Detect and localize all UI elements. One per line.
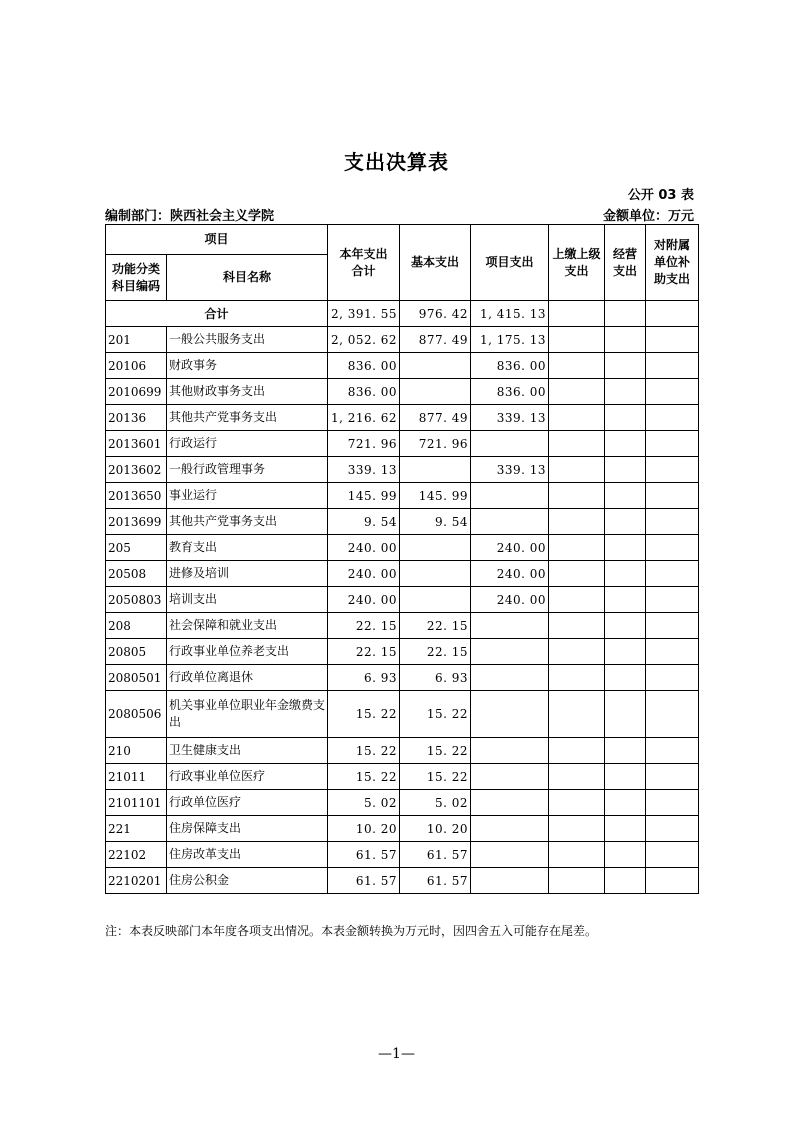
table-row <box>106 431 699 457</box>
row-name: 住房公积金 <box>167 868 328 894</box>
row-business <box>605 327 646 353</box>
row-basic <box>400 457 471 483</box>
row-upper <box>549 691 605 738</box>
header-basic: 基本支出 <box>400 225 471 301</box>
total-amount: 2, 391. 55 <box>328 301 400 327</box>
row-code: 20805 <box>106 639 167 665</box>
expenditure-table <box>105 224 699 894</box>
department-label: 编制部门：陕西社会主义学院 <box>105 209 275 224</box>
row-total: 61. 57 <box>328 842 400 868</box>
row-basic: 5. 02 <box>400 790 471 816</box>
row-total: 836. 00 <box>328 379 400 405</box>
row-upper <box>549 842 605 868</box>
row-name: 社会保障和就业支出 <box>167 613 328 639</box>
row-total: 240. 00 <box>328 535 400 561</box>
row-total: 145. 99 <box>328 483 400 509</box>
row-upper <box>549 665 605 691</box>
row-basic: 6. 93 <box>400 665 471 691</box>
row-code: 2210201 <box>106 868 167 894</box>
total-label: 合计 <box>106 301 328 327</box>
header-total: 本年支出合计 <box>328 225 400 301</box>
form-number: 公开 03 表 <box>627 188 694 203</box>
row-business <box>605 379 646 405</box>
row-subsidy <box>646 587 699 613</box>
row-project: 836. 00 <box>471 379 549 405</box>
header-item: 项目 <box>106 225 328 255</box>
row-basic: 15. 22 <box>400 764 471 790</box>
header-subsidy: 对附属单位补助支出 <box>646 225 699 301</box>
row-business <box>605 535 646 561</box>
row-name: 卫生健康支出 <box>167 738 328 764</box>
row-name: 教育支出 <box>167 535 328 561</box>
row-code: 2013602 <box>106 457 167 483</box>
table-row <box>106 379 699 405</box>
table-row <box>106 509 699 535</box>
row-project <box>471 842 549 868</box>
row-project <box>471 639 549 665</box>
row-name: 行政事业单位养老支出 <box>167 639 328 665</box>
header-business: 经营支出 <box>605 225 646 301</box>
total-upper <box>549 301 605 327</box>
row-upper <box>549 587 605 613</box>
row-upper <box>549 431 605 457</box>
row-business <box>605 790 646 816</box>
row-name: 进修及培训 <box>167 561 328 587</box>
row-upper <box>549 868 605 894</box>
row-subsidy <box>646 738 699 764</box>
row-basic: 721. 96 <box>400 431 471 457</box>
row-code: 21011 <box>106 764 167 790</box>
row-total: 339. 13 <box>328 457 400 483</box>
table-row <box>106 868 699 894</box>
row-code: 20106 <box>106 353 167 379</box>
table-row <box>106 665 699 691</box>
header-name: 科目名称 <box>167 255 328 301</box>
header-code: 功能分类科目编码 <box>106 255 167 301</box>
row-project: 1, 175. 13 <box>471 327 549 353</box>
row-upper <box>549 535 605 561</box>
row-upper <box>549 483 605 509</box>
row-code: 210 <box>106 738 167 764</box>
row-code: 208 <box>106 613 167 639</box>
row-upper <box>549 790 605 816</box>
row-business <box>605 639 646 665</box>
row-basic: 22. 15 <box>400 639 471 665</box>
row-project: 836. 00 <box>471 353 549 379</box>
row-subsidy <box>646 816 699 842</box>
row-project <box>471 431 549 457</box>
row-subsidy <box>646 691 699 738</box>
row-basic <box>400 535 471 561</box>
row-subsidy <box>646 353 699 379</box>
row-project <box>471 738 549 764</box>
table-row <box>106 764 699 790</box>
row-code: 2013699 <box>106 509 167 535</box>
header-upper: 上缴上级支出 <box>549 225 605 301</box>
row-name: 其他共产党事务支出 <box>167 405 328 431</box>
table-row <box>106 613 699 639</box>
row-upper <box>549 457 605 483</box>
row-total: 15. 22 <box>328 691 400 738</box>
row-total: 22. 15 <box>328 639 400 665</box>
row-basic: 15. 22 <box>400 738 471 764</box>
page-title: 支出决算表 <box>344 150 449 174</box>
row-total: 15. 22 <box>328 738 400 764</box>
table-row <box>106 587 699 613</box>
row-subsidy <box>646 535 699 561</box>
row-name: 住房改革支出 <box>167 842 328 868</box>
row-subsidy <box>646 431 699 457</box>
row-upper <box>549 327 605 353</box>
row-total: 6. 93 <box>328 665 400 691</box>
row-basic: 61. 57 <box>400 842 471 868</box>
row-business <box>605 457 646 483</box>
row-business <box>605 665 646 691</box>
row-name: 事业运行 <box>167 483 328 509</box>
row-project: 339. 13 <box>471 457 549 483</box>
row-upper <box>549 764 605 790</box>
row-upper <box>549 738 605 764</box>
row-business <box>605 353 646 379</box>
row-subsidy <box>646 561 699 587</box>
row-total: 5. 02 <box>328 790 400 816</box>
row-name: 行政单位离退休 <box>167 665 328 691</box>
amount-unit-label: 金额单位：万元 <box>602 209 694 224</box>
row-business <box>605 868 646 894</box>
row-basic <box>400 561 471 587</box>
row-code: 201 <box>106 327 167 353</box>
row-upper <box>549 613 605 639</box>
row-upper <box>549 816 605 842</box>
table-row <box>106 483 699 509</box>
row-project: 339. 13 <box>471 405 549 431</box>
row-name: 行政运行 <box>167 431 328 457</box>
row-total: 15. 22 <box>328 764 400 790</box>
row-code: 205 <box>106 535 167 561</box>
row-subsidy <box>646 327 699 353</box>
row-subsidy <box>646 457 699 483</box>
row-name: 一般公共服务支出 <box>167 327 328 353</box>
row-code: 22102 <box>106 842 167 868</box>
row-subsidy <box>646 509 699 535</box>
row-total: 1, 216. 62 <box>328 405 400 431</box>
row-total: 61. 57 <box>328 868 400 894</box>
row-business <box>605 613 646 639</box>
table-row <box>106 691 699 738</box>
row-basic: 877. 49 <box>400 405 471 431</box>
row-name: 行政事业单位医疗 <box>167 764 328 790</box>
row-name: 其他财政事务支出 <box>167 379 328 405</box>
row-project <box>471 764 549 790</box>
footnote: 注：本表反映部门本年度各项支出情况。本表金额转换为万元时，因四舍五入可能存在尾差。 <box>105 924 598 938</box>
row-business <box>605 405 646 431</box>
row-business <box>605 561 646 587</box>
row-basic: 10. 20 <box>400 816 471 842</box>
row-project <box>471 613 549 639</box>
row-basic: 145. 99 <box>400 483 471 509</box>
row-business <box>605 816 646 842</box>
row-subsidy <box>646 379 699 405</box>
row-project <box>471 483 549 509</box>
row-project <box>471 691 549 738</box>
row-business <box>605 842 646 868</box>
row-name: 财政事务 <box>167 353 328 379</box>
row-name: 住房保障支出 <box>167 816 328 842</box>
row-basic: 15. 22 <box>400 691 471 738</box>
row-subsidy <box>646 405 699 431</box>
table-row <box>106 327 699 353</box>
row-code: 2013601 <box>106 431 167 457</box>
row-code: 2010699 <box>106 379 167 405</box>
row-subsidy <box>646 842 699 868</box>
row-code: 2050803 <box>106 587 167 613</box>
row-name: 一般行政管理事务 <box>167 457 328 483</box>
row-code: 20508 <box>106 561 167 587</box>
row-subsidy <box>646 790 699 816</box>
row-code: 2080506 <box>106 691 167 738</box>
table-row <box>106 842 699 868</box>
row-basic: 61. 57 <box>400 868 471 894</box>
row-project <box>471 665 549 691</box>
table-row <box>106 816 699 842</box>
table-row <box>106 738 699 764</box>
total-subsidy <box>646 301 699 327</box>
row-project: 240. 00 <box>471 561 549 587</box>
table-row <box>106 790 699 816</box>
row-project <box>471 816 549 842</box>
row-total: 240. 00 <box>328 561 400 587</box>
row-upper <box>549 353 605 379</box>
row-name: 其他共产党事务支出 <box>167 509 328 535</box>
row-basic: 9. 54 <box>400 509 471 535</box>
row-code: 2013650 <box>106 483 167 509</box>
row-code: 2080501 <box>106 665 167 691</box>
table-row <box>106 405 699 431</box>
row-business <box>605 691 646 738</box>
total-project: 1, 415. 13 <box>471 301 549 327</box>
row-total: 721. 96 <box>328 431 400 457</box>
row-name: 培训支出 <box>167 587 328 613</box>
row-code: 221 <box>106 816 167 842</box>
row-subsidy <box>646 483 699 509</box>
table-row <box>106 639 699 665</box>
row-total: 2, 052. 62 <box>328 327 400 353</box>
row-project: 240. 00 <box>471 587 549 613</box>
row-upper <box>549 561 605 587</box>
table-row <box>106 353 699 379</box>
row-project <box>471 509 549 535</box>
row-upper <box>549 405 605 431</box>
row-basic: 22. 15 <box>400 613 471 639</box>
row-upper <box>549 509 605 535</box>
row-business <box>605 483 646 509</box>
row-basic <box>400 353 471 379</box>
row-business <box>605 738 646 764</box>
table-row <box>106 561 699 587</box>
total-business <box>605 301 646 327</box>
row-business <box>605 431 646 457</box>
row-total: 9. 54 <box>328 509 400 535</box>
row-business <box>605 509 646 535</box>
row-name: 行政单位医疗 <box>167 790 328 816</box>
row-subsidy <box>646 764 699 790</box>
row-subsidy <box>646 868 699 894</box>
row-name: 机关事业单位职业年金缴费支出 <box>167 691 328 738</box>
page-number: —1— <box>378 1046 415 1062</box>
row-subsidy <box>646 639 699 665</box>
table-row <box>106 535 699 561</box>
row-basic <box>400 587 471 613</box>
row-upper <box>549 639 605 665</box>
row-basic <box>400 379 471 405</box>
row-total: 10. 20 <box>328 816 400 842</box>
row-code: 2101101 <box>106 790 167 816</box>
table-row <box>106 457 699 483</box>
row-subsidy <box>646 665 699 691</box>
total-basic: 976. 42 <box>400 301 471 327</box>
total-row <box>106 301 699 327</box>
row-project <box>471 790 549 816</box>
row-upper <box>549 379 605 405</box>
row-project: 240. 00 <box>471 535 549 561</box>
header-project: 项目支出 <box>471 225 549 301</box>
row-project <box>471 868 549 894</box>
row-basic: 877. 49 <box>400 327 471 353</box>
row-business <box>605 764 646 790</box>
row-total: 240. 00 <box>328 587 400 613</box>
row-total: 22. 15 <box>328 613 400 639</box>
row-subsidy <box>646 613 699 639</box>
row-code: 20136 <box>106 405 167 431</box>
row-total: 836. 00 <box>328 353 400 379</box>
row-business <box>605 587 646 613</box>
